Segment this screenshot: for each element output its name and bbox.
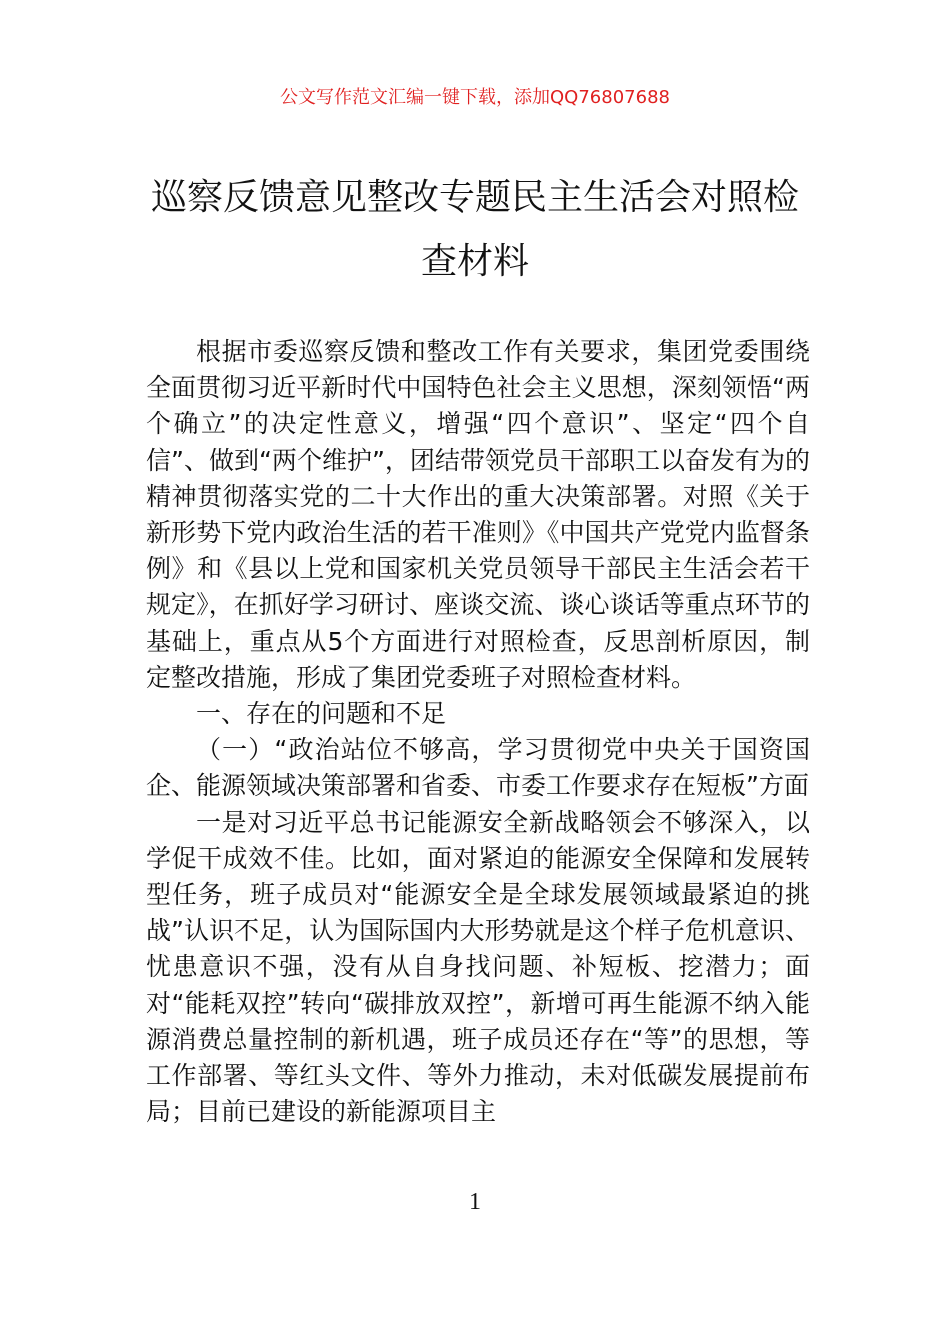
point-paragraph: 一是对习近平总书记能源安全新战略领会不够深入，以学促干成效不佳。比如，面对紧迫的能源安全保障和发展转型任务，班子成员对“能源安全是全球发展领域最紧迫的挑战”认识不足，认为国际国内大形势就是这个样子危机意识、忧患意识不强，没有从自身找问题、补短板、挖潜力；面对“能耗双控”转向“碳排放双控”，新增可再生能源不纳入能源消费总量控制的新机遇，班子成员还存在“等”的思想，等工作部署、等红头文件、等外力推动，未对低碳发展提前布局；目前已建设的新能源项目主 (146, 807, 810, 1127)
intro-paragraph: 根据市委巡察反馈和整改工作有关要求，集团党委围绕全面贯彻习近平新时代中国特色社会主义思想，深刻领悟“两个确立”的决定性意义，增强“四个意识”、坚定“四个自信”、做到“两个维护”，团结带领党员干部职工以奋发有为的精神贯彻落实党的二十大作出的重大决策部署。对照《关于新形势下党内政治生活的若干准则》《中国共产党党内监督条例》和《县以上党和国家机关党员领导干部民主生活会若干规定》，在抓好学习研讨、座谈交流、谈心谈话等重点环节的基础上，重点从5个方面进行对照检查，反思剖析原因，制定整改措施，形成了集团党委班子对照检查材料。 (146, 337, 810, 692)
subsection-heading: （一）“政治站位不够高，学习贯彻党中央关于国资国企、能源领域决策部署和省委、市委工作要求存在短板”方面 (146, 735, 810, 801)
title-line-2: 查材料 (420, 241, 529, 282)
title-line-1: 巡察反馈意见整改专题民主生活会对照检 (150, 177, 799, 218)
page-number: 1 (469, 1189, 481, 1215)
section-heading: 一、存在的问题和不足 (196, 699, 447, 729)
document-title (0, 166, 950, 294)
document-body (146, 334, 810, 1130)
download-banner[interactable]: 公文写作范文汇编一键下载，添加QQ76807688 (280, 87, 670, 108)
